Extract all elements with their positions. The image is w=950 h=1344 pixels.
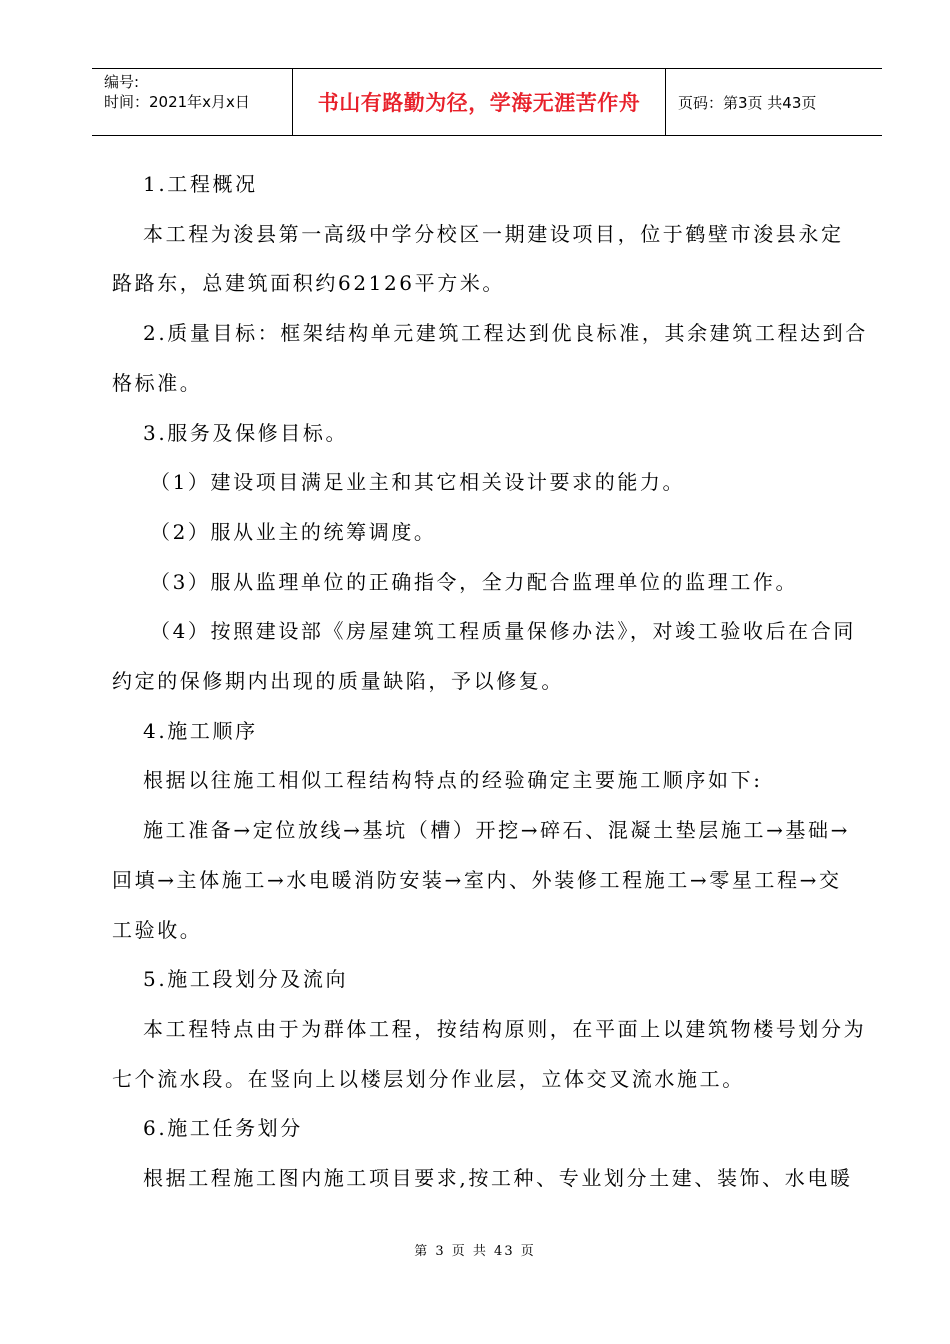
- paragraph-line: 路路东，总建筑面积约62126平方米。: [112, 271, 506, 296]
- document-number-label: 编号:: [104, 73, 140, 91]
- paragraph-line: 本工程为浚县第一高级中学分校区一期建设项目，位于鹤壁市浚县永定: [143, 221, 844, 246]
- document-body: [112, 160, 868, 1204]
- paragraph-line: 七个流水段。在竖向上以楼层划分作业层，立体交叉流水施工。: [112, 1066, 745, 1091]
- section-heading: 6.施工任务划分: [143, 1116, 303, 1141]
- section-heading: 1.工程概况: [143, 172, 258, 196]
- header-motto: 书山有路勤为径，学海无涯苦作舟: [317, 91, 641, 115]
- page-footer: 第 3 页 共 43 页: [414, 1244, 536, 1259]
- paragraph-line: 根据工程施工图内施工项目要求,按工种、专业划分土建、装饰、水电暖: [143, 1166, 853, 1191]
- section-heading: 2.质量目标：框架结构单元建筑工程达到优良标准，其余建筑工程达到合: [143, 321, 868, 346]
- section-heading: 3.服务及保修目标。: [143, 420, 349, 445]
- list-item: （2）服从业主的统筹调度。: [150, 519, 437, 544]
- list-item: （3）服从监理单位的正确指令，全力配合监理单位的监理工作。: [150, 569, 799, 594]
- header-meta: [92, 69, 292, 135]
- section-heading: 4.施工顺序: [143, 718, 258, 743]
- paragraph-line: 施工准备→定位放线→基坑（槽）开挖→碎石、混凝土垫层施工→基础→: [143, 818, 850, 843]
- paragraph-line: 根据以往施工相似工程结构特点的经验确定主要施工顺序如下:: [143, 768, 763, 793]
- paragraph-line: 回填→主体施工→水电暖消防安装→室内、外装修工程施工→零星工程→交: [112, 867, 842, 892]
- paragraph-line: 工验收。: [112, 917, 203, 942]
- header-page-info: 页码：第3页 共43页: [678, 93, 817, 112]
- document-time-label: 时间：2021年x月x日: [104, 93, 250, 111]
- paragraph-line: 本工程特点由于为群体工程，按结构原则，在平面上以建筑物楼号划分为: [143, 1016, 867, 1041]
- list-item: （4）按照建设部《房屋建筑工程质量保修办法》，对竣工验收后在合同: [150, 619, 856, 644]
- paragraph-line: 格标准。: [112, 370, 203, 395]
- list-item: （1）建设项目满足业主和其它相关设计要求的能力。: [150, 470, 686, 495]
- page-header: [92, 68, 882, 136]
- paragraph-line: 约定的保修期内出现的质量缺陷，予以修复。: [112, 669, 564, 694]
- section-heading: 5.施工段划分及流向: [143, 967, 349, 992]
